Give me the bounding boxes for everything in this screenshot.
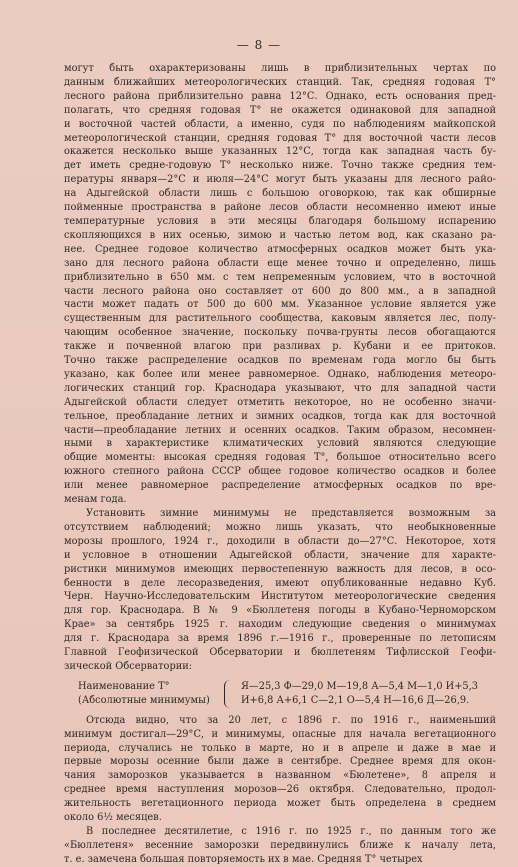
text-line: пойменные пространства в районе лесов области несомненно имеют иные xyxy=(64,202,496,214)
text-line: среднее время наступления морозов—26 октября. Следовательно, продол- xyxy=(64,784,496,796)
text-line: существенным для растительного сообщества, каковым является лес, полу- xyxy=(64,313,496,325)
text-line: «Бюллетеня» весенние заморозки передвинулись ближе к началу лета, xyxy=(64,839,496,851)
text-line: бенности в деле лесоразведения, имеют опубликованные недавно Куб. xyxy=(64,577,496,589)
text-line: Отсюда видно, что за 20 лет, с 1896 г. по 1916 г., наименьший xyxy=(86,714,496,726)
text-line: температурные условия в эти месяцы благодаря большому испарению xyxy=(64,215,496,227)
text-line: зической Обсерватории: xyxy=(64,660,193,672)
minima-label xyxy=(78,680,224,708)
text-line: и условное в отношении Адыгейской области, значение для характе- xyxy=(64,549,496,561)
minima-label-line: (Абсолютные минимумы) xyxy=(78,694,210,706)
body-text xyxy=(64,62,496,867)
text-line: общие моменты: высокая средняя годовая T°, большое относительно всего xyxy=(64,452,496,464)
text-line: указано, как более или менее равномерное. Однако, наблюдения метеоро- xyxy=(64,368,496,380)
page-number: — 8 — xyxy=(236,38,282,52)
brace-divider xyxy=(224,680,235,708)
paragraph-winter-minima xyxy=(64,507,496,674)
text-line: ными в характеристике климатических условий являются следующие xyxy=(64,438,496,450)
text-line: пературы января—2°С и июля—24°С могут быть указаны для лесного райо- xyxy=(64,174,496,186)
text-line: жительность вегетационного периода может быть определена в среднем xyxy=(64,798,496,810)
text-line: минимум достигал—29°С, и минимумы, опасные для начала вегетационного xyxy=(64,728,496,740)
text-line: окажется несколько выше указанных 12°С, тогда как западная часть бу- xyxy=(64,146,496,158)
text-line: чающим особенное значение, поскольку почва-грунты лесов обогащаются xyxy=(64,327,496,339)
text-line: лесного района приблизительно равна 12°С. Однако, есть основания пред- xyxy=(64,90,496,102)
text-line: логических станций гор. Краснодара указывают, что для западной части xyxy=(64,382,496,394)
text-line: чания заморозков указывается в названном «Бюлетене», 8 апреля и xyxy=(64,770,496,782)
text-line: тельное, преобладание летних и зимних осадков, тогда как для восточной xyxy=(64,410,496,422)
text-line: морозы прошлого, 1924 г., доходили в области до—27°С. Некоторое, хотя xyxy=(64,535,496,547)
text-line: южного степного района СССР общее годовое количество осадков и более xyxy=(64,466,496,478)
text-line: ристики минимумов имеющих первостепенную важность для лесов, в осо- xyxy=(64,563,496,575)
text-line: Адыгейской области следует отметить некоторое, но не особенно значи- xyxy=(64,396,496,408)
text-line: т. е. замечена большая повторяемость их в мае. Средняя T° четырех xyxy=(64,853,423,865)
text-line: метеорологической станции, средняя годовая T° для восточной части лесов xyxy=(64,132,496,144)
text-line: менам года. xyxy=(64,494,127,506)
text-line: или менее равномерное распределение атмосферных осадков по вре- xyxy=(64,480,496,492)
text-line: приблизительно в 650 мм. с тем непременным условием, что в восточной xyxy=(64,271,496,283)
text-line: Точно также распределение осадков по временам года могло бы быть xyxy=(64,355,496,367)
text-line: Установить зимние минимумы не представляется возможным за xyxy=(86,508,496,519)
text-line: В последнее десятилетие, с 1916 г. по 1925 г., по данным того же xyxy=(86,825,496,837)
text-line: и восточной частей области, а именно, судя по наблюдениям майкопской xyxy=(64,118,496,130)
minima-values-line: И+6,8 А+6,1 С—2,1 О—5,4 Н—16,6 Д—26,9. xyxy=(241,694,470,706)
text-line: части может падать от 500 до 600 мм. Указанное условие является уже xyxy=(64,299,496,311)
text-line: нее. Среднее годовое количество атмосферных осадков может быть ука- xyxy=(64,243,496,255)
text-line: части лесного района оно составляет от 600 до 800 мм., а в западной xyxy=(64,285,496,297)
text-line: полагать, что средняя годовая T° не окажется одинаковой для западной xyxy=(64,104,496,116)
text-line: могут быть охарактеризованы лишь в приблизительных чертах по xyxy=(64,63,496,74)
text-line: скопляющихся в них осенью, зимою и частью летом вод, как сказано ра- xyxy=(64,229,496,241)
text-line: периода, случались не только в марте, но и в апреле и даже в мае и xyxy=(64,742,496,754)
text-line: Крае» за сентябрь 1925 г. находим следующие сведения о минимумах xyxy=(64,619,496,631)
text-line: дет иметь средне-годовую T° несколько ниже. Точно также средния тем- xyxy=(64,160,496,172)
minima-table xyxy=(78,680,496,708)
minima-label-line: Наименование T° xyxy=(78,680,170,692)
text-line: данным ближайших метеорологических станций. Так, средняя годовая T° xyxy=(64,76,496,88)
text-line: на Адыгейской области лишь с большою оговоркою, так как обширные xyxy=(64,188,496,200)
text-line: отсутствием наблюдений; можно лишь указать, что необыкновенные xyxy=(64,521,496,533)
text-line: Черн. Научно-Исследовательским Институтом метеорологические сведения xyxy=(64,591,496,603)
text-line: первые морозы осенние были даже в сентябре. Среднее время для окон- xyxy=(64,756,496,768)
text-line: около 6½ месяцев. xyxy=(64,812,162,824)
paragraph-climate xyxy=(64,62,496,507)
text-line: Главной Геофизической Обсерватории и бюллетеням Тифлисской Геофи- xyxy=(64,647,496,659)
text-line: зано для лесного района области еще менее точно и определенно, лишь xyxy=(64,257,496,269)
text-line: для гор. Краснодара. В № 9 «Бюллетеня погоды в Кубано-Черноморском xyxy=(64,605,496,617)
minima-values xyxy=(241,680,478,708)
text-line: для г. Краснодара за время 1896 г.—1916 г., проверенные по летописям xyxy=(64,633,496,645)
text-line: также и почвенной влагою при разливах р. Кубани и ее притоков. xyxy=(64,341,496,353)
minima-values-line: Я—25,3 Ф—29,0 М—19,8 А—5,4 М—1,0 И+5,3 xyxy=(241,680,479,692)
text-line: части—преобладание летних и осенних осадков. Таким образом, несомнен- xyxy=(64,424,496,436)
paragraph-conclusion xyxy=(64,714,496,825)
paragraph-last-decade xyxy=(64,825,496,867)
